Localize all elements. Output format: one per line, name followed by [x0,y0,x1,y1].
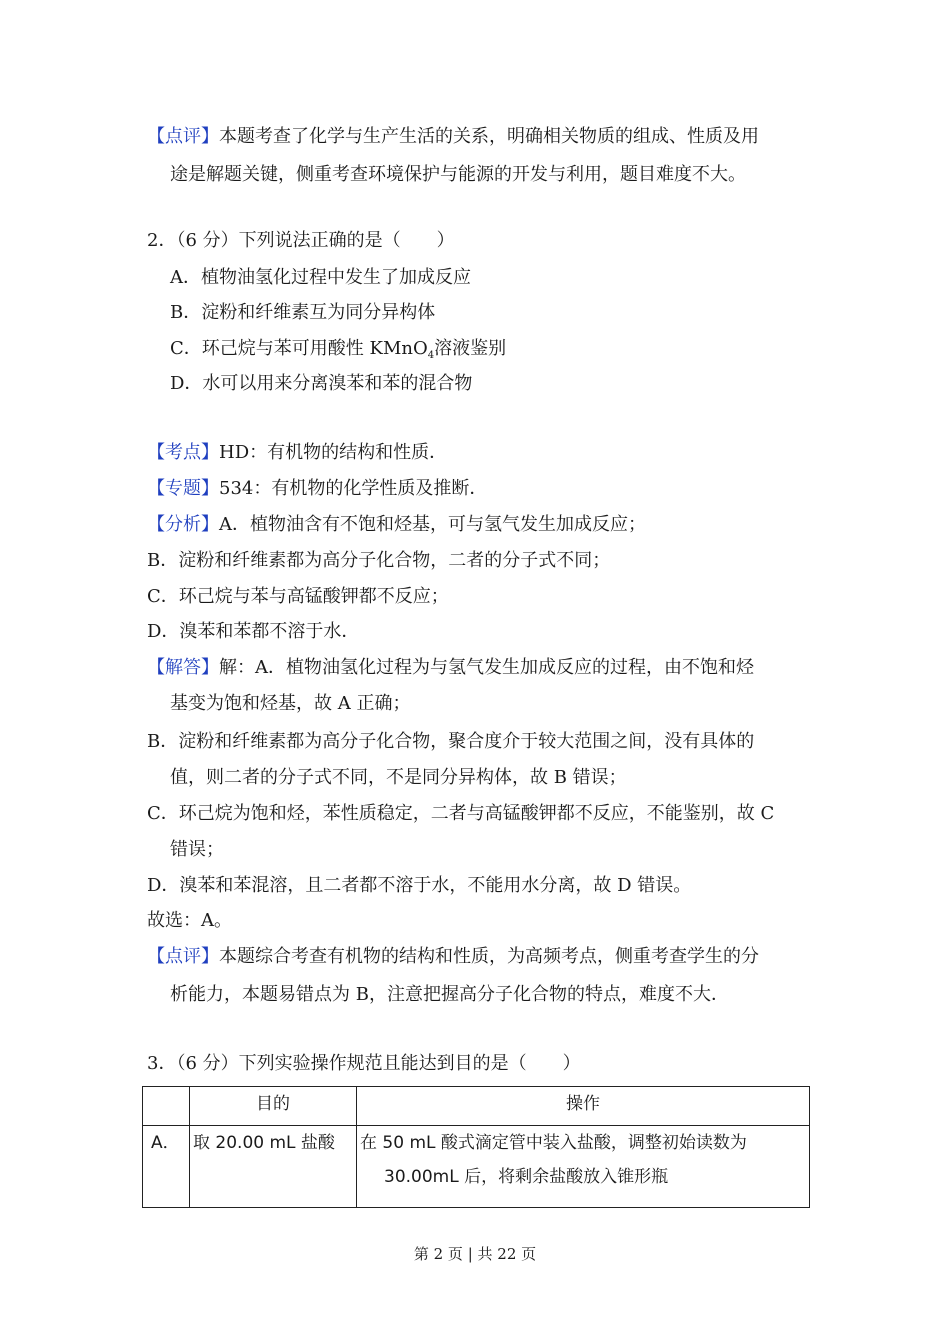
dianping-line [147,945,759,969]
table-header-operation: 操作 [357,1087,810,1126]
fenxi-line [147,513,646,537]
question-2-option-c [170,337,506,361]
option-c-text-end: 溶液鉴别 [434,338,507,359]
zhuanti-tag: 【专题】 [147,478,219,499]
page-footer: 第 2 页 | 共 22 页 [413,1245,537,1263]
question-2-option-a: A．植物油氢化过程中发生了加成反应 [170,267,471,288]
question-2-stem: 2．（6 分）下列说法正确的是（ ） [147,230,455,251]
row-operation [357,1126,810,1208]
jieda-text-d: D．溴苯和苯混溶，且二者都不溶于水，不能用水分离，故 D 错误。 [147,875,692,896]
kaodian-line [147,441,447,465]
row-label: A． [143,1126,190,1208]
review-paragraph [147,125,759,149]
row-operation-line2: 30.00mL 后，将剩余盐酸放入锥形瓶 [384,1167,669,1187]
table-header-row [143,1087,810,1126]
fenxi-text-d: D．溴苯和苯都不溶于水． [147,621,360,642]
question-3-table [142,1086,810,1208]
review-text-line2: 途是解题关键，侧重考查环境保护与能源的开发与利用，题目难度不大。 [170,164,746,185]
zhuanti-line [147,477,487,501]
option-c-subscript: 4 [427,350,435,361]
table-header-blank [143,1087,190,1126]
question-2-option-d: D．水可以用来分离溴苯和苯的混合物 [170,373,473,394]
jieda-text-b2: 值，则二者的分子式不同，不是同分异构体，故 B 错误； [170,767,627,788]
jieda-text-b1: B．淀粉和纤维素都为高分子化合物，聚合度介于较大范围之间，没有具体的 [147,731,755,752]
jieda-tag: 【解答】 [147,657,219,678]
row-purpose: 取 20.00 mL 盐酸 [190,1126,357,1208]
dianping-text-1: 本题综合考查有机物的结构和性质，为高频考点，侧重考查学生的分 [219,946,759,967]
review-text-line1: 本题考查了化学与生产生活的关系，明确相关物质的组成、性质及用 [219,126,759,147]
jieda-text-c2: 错误； [170,839,224,860]
fenxi-tag: 【分析】 [147,514,219,535]
fenxi-text-a: A．植物油含有不饱和烃基，可与氢气发生加成反应； [219,514,646,535]
table-row [143,1126,810,1208]
fenxi-text-b: B．淀粉和纤维素都为高分子化合物，二者的分子式不同； [147,550,611,571]
fenxi-text-c: C．环己烷与苯与高锰酸钾都不反应； [147,586,449,607]
question-3-stem: 3．（6 分）下列实验操作规范且能达到目的是（ ） [147,1053,581,1074]
table-header-purpose: 目的 [190,1087,357,1126]
question-2-option-b: B．淀粉和纤维素互为同分异构体 [170,302,436,323]
jieda-text-a1: 解：A．植物油氢化过程为与氢气发生加成反应的过程，由不饱和烃 [219,657,754,678]
option-c-text: C．环己烷与苯可用酸性 KMnO [170,338,428,359]
jieda-line [147,656,754,680]
dianping-text-2: 析能力，本题易错点为 B，注意把握高分子化合物的特点，难度不大． [170,984,729,1005]
answer-line: 故选：A。 [147,910,232,931]
kaodian-text: HD：有机物的结构和性质． [219,442,448,463]
zhuanti-text: 534：有机物的化学性质及推断． [219,478,488,499]
jieda-text-a2: 基变为饱和烃基，故 A 正确； [170,693,411,714]
kaodian-tag: 【考点】 [147,442,219,463]
row-operation-line1: 在 50 mL 酸式滴定管中装入盐酸，调整初始读数为 [360,1133,747,1153]
dianping-tag: 【点评】 [147,946,219,967]
jieda-text-c1: C．环己烷为饱和烃，苯性质稳定，二者与高锰酸钾都不反应，不能鉴别，故 C [147,803,775,824]
review-tag: 【点评】 [147,126,219,147]
